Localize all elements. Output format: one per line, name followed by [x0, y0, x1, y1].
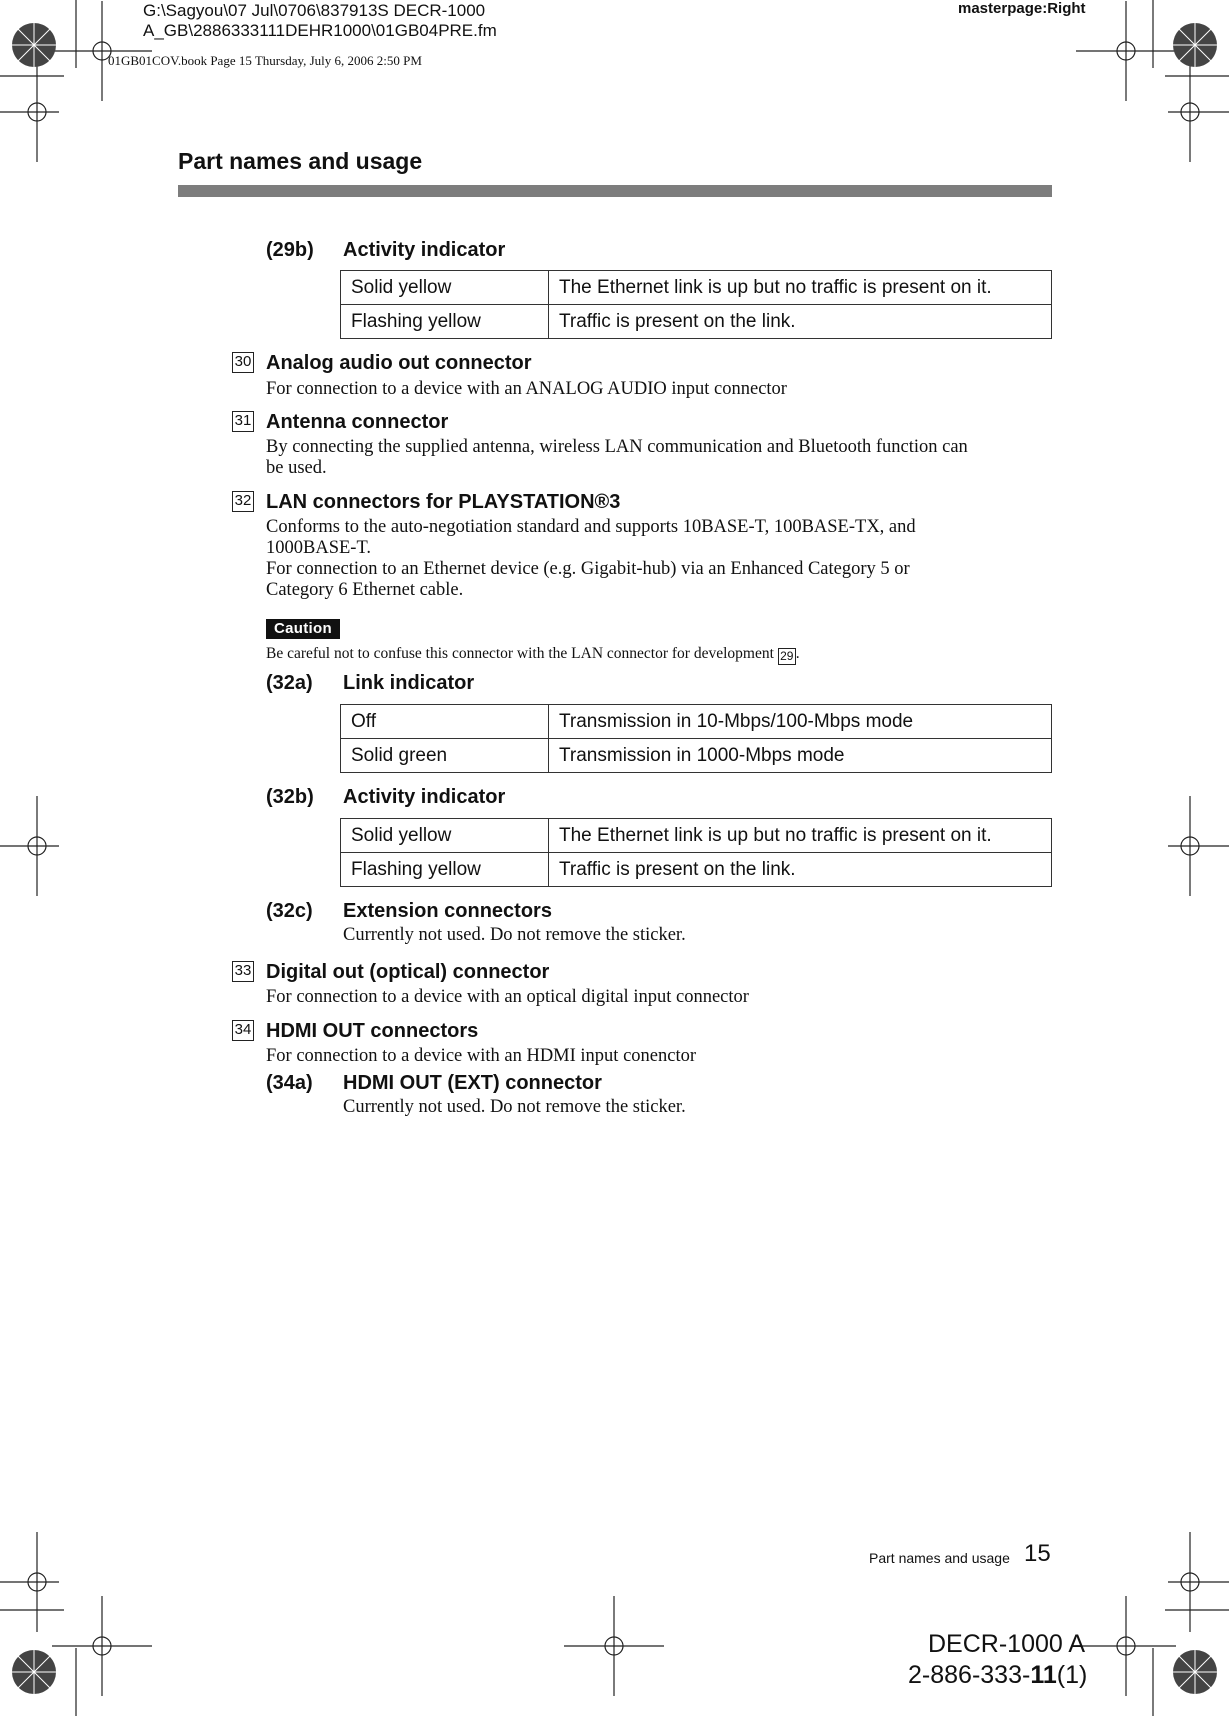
item-33-desc: For connection to a device with an optical digital input connector — [266, 987, 749, 1007]
item-number-31: 31 — [232, 411, 254, 432]
item-34-desc: For connection to a device with an HDMI input conenctor — [266, 1046, 697, 1066]
sub-32c-number: (32c) — [266, 900, 313, 922]
table-cell: The Ethernet link is up but no traffic is present on it. — [549, 819, 1052, 853]
table-row — [341, 819, 1052, 853]
item-31-desc-line1: By connecting the supplied antenna, wireless LAN communication and Bluetooth function can — [266, 437, 968, 457]
file-path-line2: A_GB\2886333111DEHR1000\01GB04PRE.fm — [143, 21, 497, 40]
part-code-prefix: 2-886-333- — [908, 1661, 1031, 1689]
item-32-desc-line4: Category 6 Ethernet cable. — [266, 580, 464, 600]
item-31-title: Antenna connector — [266, 411, 449, 433]
item-number-33: 33 — [232, 961, 254, 982]
part-code-suffix: (1) — [1056, 1661, 1088, 1689]
activity-indicator-table-29b — [340, 270, 1052, 339]
table-row — [341, 305, 1052, 339]
caution-ref-number: 29 — [778, 648, 796, 665]
file-path-line1: G:\Sagyou\07 Jul\0706\837913S DECR-1000 — [143, 1, 486, 20]
table-row — [341, 853, 1052, 887]
sub-32a-title: Link indicator — [343, 672, 475, 694]
table-cell: Solid green — [341, 739, 549, 773]
sub-32b-title: Activity indicator — [343, 786, 506, 808]
item-32-desc-line2: 1000BASE-T. — [266, 538, 372, 558]
item-number-34: 34 — [232, 1020, 254, 1041]
sub-32b-number: (32b) — [266, 786, 314, 808]
book-info: 01GB01COV.book Page 15 Thursday, July 6, 2006 2:50 PM — [108, 53, 422, 68]
item-number-32: 32 — [232, 491, 254, 512]
table-cell: Solid yellow — [341, 271, 549, 305]
link-indicator-table — [340, 704, 1052, 773]
sub-34a-title: HDMI OUT (EXT) connector — [343, 1072, 602, 1094]
sub-32c-desc: Currently not used. Do not remove the sticker. — [343, 925, 686, 945]
table-row — [341, 271, 1052, 305]
item-30-desc: For connection to a device with an ANALOG AUDIO input connector — [266, 379, 787, 399]
sub-34a-number: (34a) — [266, 1072, 313, 1094]
sub-29b-title: Activity indicator — [343, 239, 506, 261]
table-cell: Flashing yellow — [341, 853, 549, 887]
item-31-desc-line2: be used. — [266, 458, 327, 478]
caution-text — [266, 645, 800, 665]
table-cell: Off — [341, 705, 549, 739]
table-cell: Transmission in 10-Mbps/100-Mbps mode — [549, 705, 1052, 739]
item-33-title: Digital out (optical) connector — [266, 961, 550, 983]
part-code-bold: 11 — [1030, 1661, 1057, 1689]
item-32-desc-line3: For connection to an Ethernet device (e.g. Gigabit-hub) via an Enhanced Category 5 or — [266, 559, 910, 579]
item-32-title: LAN connectors for PLAYSTATION®3 — [266, 491, 621, 513]
sub-34a-desc: Currently not used. Do not remove the sticker. — [343, 1097, 686, 1117]
item-30-title: Analog audio out connector — [266, 352, 532, 374]
sub-32c-title: Extension connectors — [343, 900, 552, 922]
sub-29b-number: (29b) — [266, 239, 314, 261]
model-name: DECR-1000 A — [928, 1630, 1086, 1658]
masterpage-label: masterpage:Right — [958, 0, 1086, 17]
section-title: Part names and usage — [178, 148, 423, 174]
table-cell: The Ethernet link is up but no traffic is present on it. — [549, 271, 1052, 305]
caution-text-body: Be careful not to confuse this connector with the LAN connector for development — [266, 645, 774, 662]
caution-badge: Caution — [266, 619, 340, 639]
table-cell: Transmission in 1000-Mbps mode — [549, 739, 1052, 773]
table-cell: Traffic is present on the link. — [549, 853, 1052, 887]
footer-section-label: Part names and usage — [869, 1550, 1010, 1566]
table-cell: Solid yellow — [341, 819, 549, 853]
part-code — [908, 1661, 1087, 1690]
activity-indicator-table-32b — [340, 818, 1052, 887]
item-32-desc-line1: Conforms to the auto-negotiation standard and supports 10BASE-T, 100BASE-TX, and — [266, 517, 916, 537]
item-number-30: 30 — [232, 352, 254, 373]
caution-text-end: . — [795, 645, 800, 662]
table-cell: Flashing yellow — [341, 305, 549, 339]
section-rule — [178, 185, 1052, 197]
page-number: 15 — [1024, 1540, 1051, 1567]
table-row — [341, 705, 1052, 739]
file-path — [143, 1, 497, 41]
sub-32a-number: (32a) — [266, 672, 313, 694]
table-row — [341, 739, 1052, 773]
table-cell: Traffic is present on the link. — [549, 305, 1052, 339]
item-34-title: HDMI OUT connectors — [266, 1020, 479, 1042]
